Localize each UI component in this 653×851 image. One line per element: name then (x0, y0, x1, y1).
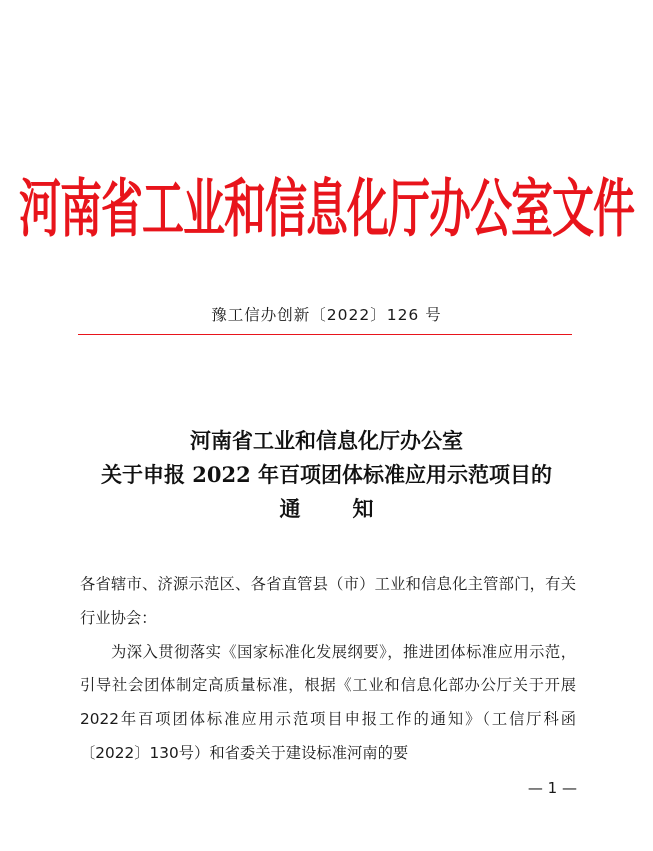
document-number: 豫工信办创新〔2022〕126 号 (211, 306, 442, 324)
body-paragraph-1: 为深入贯彻落实《国家标准化发展纲要》，推进团体标准应用示范，引导社会团体制定高质量标准，根据《工业和信息化部办公厅关于开展2022年百项团体标准应用示范项目申报工作的通知》（工信厅科函〔2022〕130号）和省委关于建设标准河南的要 (80, 642, 576, 762)
notice-title (0, 424, 653, 526)
document-header-title: 河南省工业和信息化厅办公室文件 (18, 172, 634, 246)
notice-body (80, 568, 576, 771)
salutation-paragraph: 各省辖市、济源示范区、各省直管县（市）工业和信息化主管部门，有关行业协会： (80, 575, 576, 627)
notice-title-line-1: 河南省工业和信息化厅办公室 (190, 428, 463, 453)
page-number: — 1 — (527, 779, 577, 797)
notice-title-line-3: 通知 (279, 496, 426, 521)
red-divider-line (78, 334, 572, 335)
notice-title-line-2: 关于申报 2022 年百项团体标准应用示范项目的 (100, 462, 553, 487)
